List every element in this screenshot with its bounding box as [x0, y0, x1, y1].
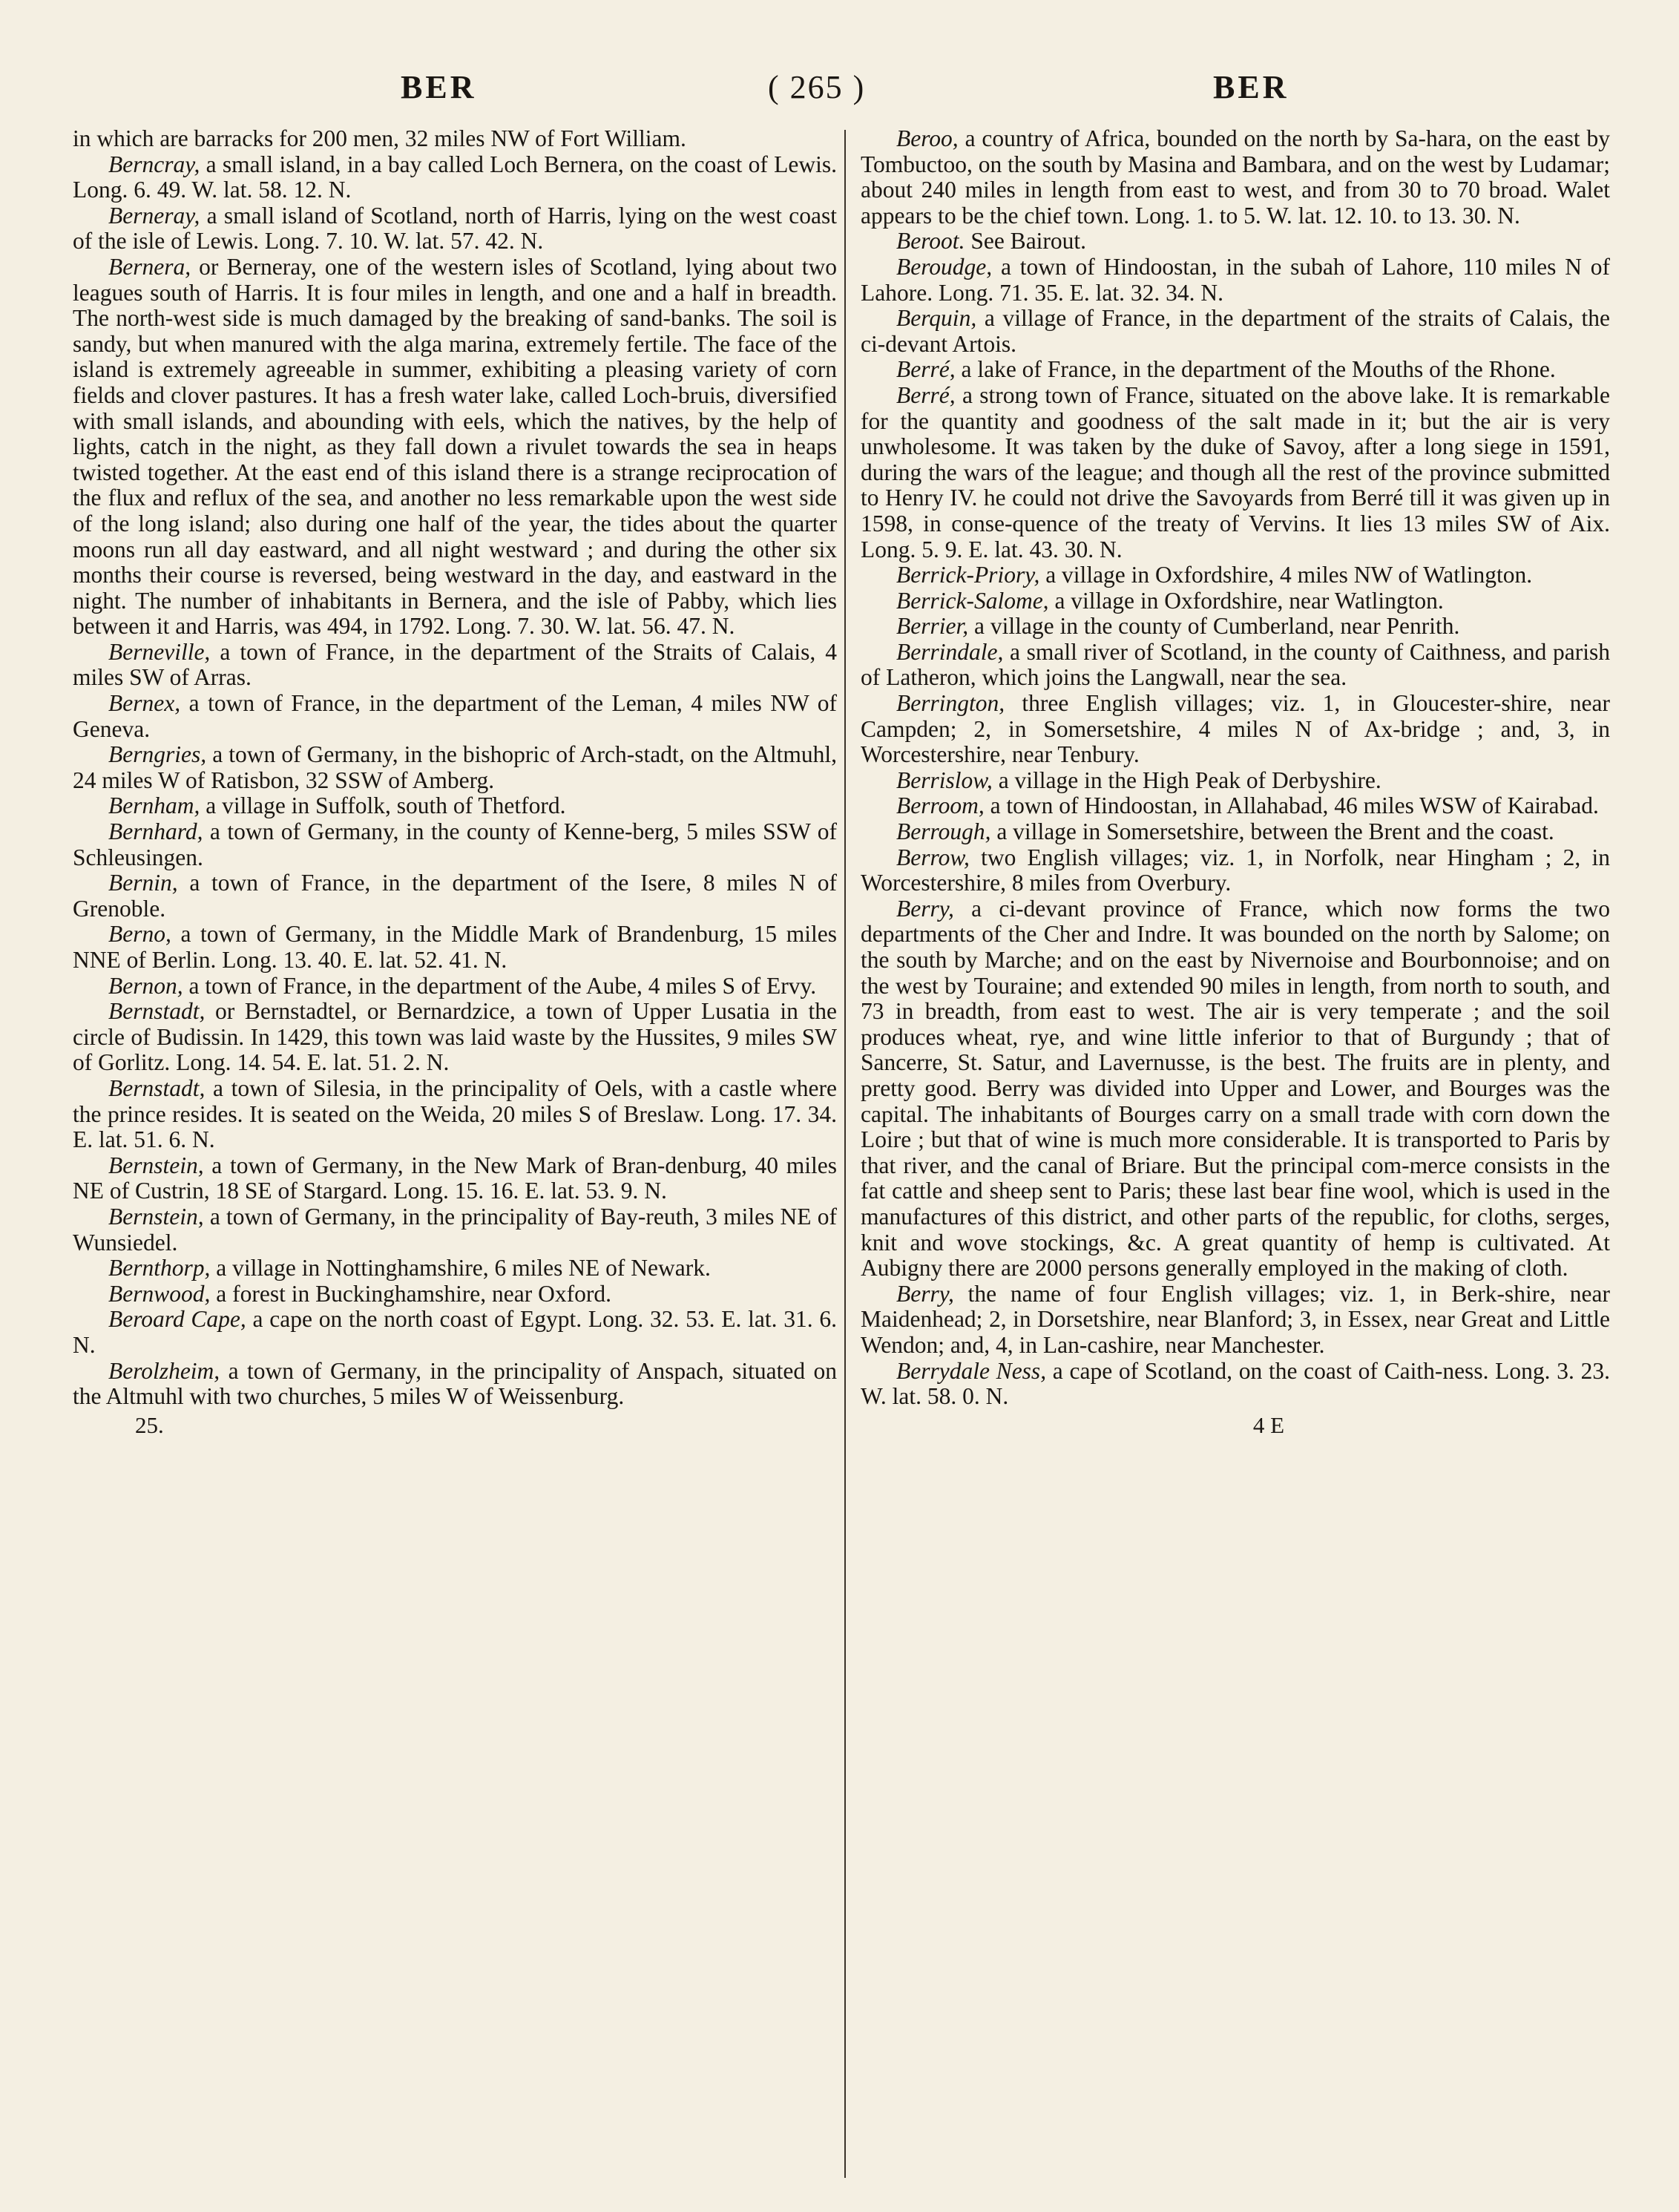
dictionary-entry [861, 588, 1610, 614]
entry-text: a small island of Scotland, north of Harris, lying on the west coast of the isle of Lewis. Long. 7. 10. W. lat. 57. 42. N. [73, 202, 837, 255]
dictionary-entry [73, 1076, 837, 1153]
entry-headword: Bernstadt, [108, 998, 206, 1025]
entry-text: a cape of Scotland, on the coast of Caith-ness. Long. 3. 23. W. lat. 58. 0. N. [861, 1357, 1610, 1410]
entry-headword: Bernwood, [108, 1280, 211, 1307]
entry-text: a town of France, in the department of the Straits of Calais, 4 miles SW of Arras. [73, 638, 837, 691]
entry-text: a cape on the north coast of Egypt. Long. 32. 53. E. lat. 31. 6. N. [73, 1306, 837, 1358]
dictionary-entry [861, 614, 1610, 640]
entry-text: a village in Oxfordshire, 4 miles NW of Watlington. [1039, 562, 1533, 588]
dictionary-entry [73, 999, 837, 1076]
dictionary-entry [73, 640, 837, 691]
entry-headword: Berré, [896, 356, 956, 383]
dictionary-entry [73, 203, 837, 255]
entry-headword: Bernstadt, [108, 1074, 206, 1101]
entry-headword: Berngries, [108, 741, 207, 768]
entry-headword: Berrier, [896, 613, 969, 640]
entry-text: a town of Hindoostan, in Allahabad, 46 miles WSW of Kairabad. [984, 792, 1599, 819]
entry-headword: Beroo, [896, 125, 959, 151]
entry-headword: Berquin, [896, 305, 977, 332]
entry-text: a forest in Buckinghamshire, near Oxford. [210, 1280, 611, 1307]
entry-text: a village in the High Peak of Derbyshire. [992, 767, 1381, 793]
entry-headword: Bernstein, [108, 1152, 204, 1178]
dictionary-entry [861, 691, 1610, 768]
entry-headword: Berry, [896, 895, 954, 922]
entry-headword: Bernon, [108, 972, 183, 999]
entry-headword: Berré, [896, 381, 956, 408]
entry-text: three English villages; viz. 1, in Gloucester-shire, near Campden; 2, in Somersetshire, 4 miles N of Ax-bridge ; and, 3, in Worcestershire, near Tenbury. [861, 690, 1610, 768]
entry-text: a town of Germany, in the county of Kenne-berg, 5 miles SSW of Schleusingen. [73, 818, 837, 870]
entry-headword: Berrindale, [896, 638, 1004, 665]
entry-headword: Bernstein, [108, 1203, 204, 1230]
entry-text: a town of Germany, in the Middle Mark of Brandenburg, 15 miles NNE of Berlin. Long. 13. 40. E. lat. 52. 41. N. [73, 921, 837, 973]
dictionary-entry [861, 357, 1610, 383]
dictionary-entry [73, 1153, 837, 1204]
dictionary-entry [861, 562, 1610, 588]
entry-text: a town of France, in the department of the Leman, 4 miles NW of Geneva. [73, 690, 837, 742]
left-column [73, 126, 837, 1438]
entry-headword: Beroard Cape, [108, 1306, 246, 1333]
signature-mark: 25. [135, 1411, 164, 1438]
entry-headword: Berrydale Ness, [896, 1357, 1047, 1384]
signature-mark: 4 E [1252, 1411, 1285, 1438]
entry-text: a town of Germany, in the New Mark of Bran-denburg, 40 miles NE of Custrin, 18 SE of Stargard. Long. 15. 16. E. lat. 53. 9. N. [73, 1152, 837, 1204]
dictionary-entry [73, 870, 837, 922]
dictionary-entry [73, 1281, 837, 1307]
entry-headword: Berneray, [108, 202, 200, 229]
running-head-right: BER [1213, 69, 1289, 105]
entry-headword: Berrington, [896, 690, 1005, 717]
entry-text: a strong town of France, situated on the above lake. It is remarkable for the quantity and goodness of the salt made in it; but the air is very unwholesome. It was taken by the duke of Savoy, after a long siege in 1591, during the wars of the league; and though all the rest of the province submitted to Henry IV. he could not drive the Savoyards from Berré till it was given up in 1598, in conse-quence of the treaty of Vervins. It lies 13 miles SW of Aix. Long. 5. 9. E. lat. 43. 30. N. [861, 381, 1610, 562]
entry-headword: Berncray, [108, 151, 200, 177]
dictionary-entry [73, 974, 837, 1000]
dictionary-entry [861, 126, 1610, 229]
dictionary-entry [73, 793, 837, 819]
entry-headword: Bernhard, [108, 818, 203, 845]
dictionary-entry [73, 1204, 837, 1256]
dictionary-entry [861, 819, 1610, 845]
column-divider [844, 130, 846, 2178]
dictionary-entry [73, 1359, 837, 1410]
entry-text: See Bairout. [965, 228, 1087, 255]
dictionary-entry [861, 306, 1610, 357]
dictionary-entry [861, 229, 1610, 255]
entry-text: a town of Germany, in the principality of Anspach, situated on the Altmuhl with two churches, 5 miles W of Weissenburg. [73, 1357, 837, 1410]
entry-text: a lake of France, in the department of the Mouths of the Rhone. [955, 356, 1556, 383]
entry-headword: Berolzheim, [108, 1357, 220, 1384]
entry-text: a small island, in a bay called Loch Bernera, on the coast of Lewis. Long. 6. 49. W. lat. 58. 12. N. [73, 151, 837, 203]
dictionary-entry [861, 1281, 1610, 1359]
entry-text: a village in Suffolk, south of Thetford. [200, 792, 566, 819]
running-head-left: BER [401, 69, 477, 105]
entry-headword: Berrick-Priory, [896, 562, 1040, 588]
entry-headword: Berrick-Salome, [896, 587, 1049, 614]
entry-text: a small river of Scotland, in the county of Caithness, and parish of Latheron, which joins the Langwall, near the sea. [861, 638, 1610, 691]
right-column [861, 126, 1610, 1438]
dictionary-entry [861, 1359, 1610, 1410]
entry-text: a village of France, in the department of the straits of Calais, the ci-devant Artois. [861, 305, 1610, 357]
entry-headword: Bernera, [108, 253, 191, 280]
dictionary-entry [861, 255, 1610, 306]
entry-headword: Berry, [896, 1280, 954, 1307]
dictionary-entry [861, 640, 1610, 691]
entry-text: a village in Oxfordshire, near Watlington. [1048, 587, 1444, 614]
dictionary-entry [73, 152, 837, 203]
dictionary-entry [861, 793, 1610, 819]
entry-headword: Bernin, [108, 870, 178, 896]
entry-text: a ci-devant province of France, which now forms the two departments of the Cher and Indre. It was bounded on the north by Salome; on the south by Marche; and on the east by Nivernoise and Bourbonnoise; and on the west by Touraine; and extended 90 miles in length, from north to south, and 73 in breadth, from east to west. The air is very temperate ; and the soil produces wheat, rye, and wine little inferior to that of Burgundy ; that of Sancerre, St. Satur, and Lavernusse, is the best. The fruits are in plenty, and pretty good. Berry was divided into Upper and Lower, and Bourges was the capital. The inhabitants of Bourges carry on a small trade with corn down the Loire ; but that of wine is much more considerable. It is transported to Paris by that river, and the canal of Briare. But the principal com-merce consists in the fat cattle and sheep sent to Paris; these last bear fine wool, which is used in the manufactures of this district, and other parts of the republic, for cloths, serges, knit and wove stockings, &c. A great quantity of hemp is cultivated. At Aubigny there are 2000 persons generally employed in the making of cloth. [861, 895, 1610, 1281]
dictionary-entry [73, 819, 837, 870]
entry-text: a village in Somersetshire, between the Brent and the coast. [990, 818, 1554, 845]
dictionary-entry [861, 383, 1610, 562]
entry-headword: Bernham, [108, 792, 200, 819]
entry-text: or Berneray, one of the western isles of Scotland, lying about two leagues south of Harris. It is four miles in length, and one and a half in breadth. The north-west side is much damaged by the breaking of sand-banks. The soil is sandy, but when manured with the alga marina, extremely fertile. The face of the island is extremely agreeable in summer, exhibiting a pleasing variety of corn fields and clover pastures. It has a fresh water lake, called Loch-bruis, diversified with small islands, and abounding with eels, which the natives, by the help of lights, catch in the night, as they fall down a rivulet towards the sea in heaps twisted together. At the east end of this island there is a strange reciprocation of the flux and reflux of the sea, and another no less remarkable upon the west side of the long island; also during one half of the year, the tides about the quarter moons run all day eastward, and all night westward ; and during the other six months their course is reversed, being westward in the day, and eastward in the night. The number of inhabitants in Bernera, and the isle of Pabby, which lies between it and Harris, was 494, in 1792. Long. 7. 30. W. lat. 56. 47. N. [73, 253, 837, 640]
entry-headword: Berrislow, [896, 767, 993, 793]
dictionary-entry [73, 255, 837, 640]
entry-headword: Bernthorp, [108, 1255, 211, 1281]
entry-text: the name of four English villages; viz. 1, in Berk-shire, near Maidenhead; 2, in Dorsetshire, near Blanford; 3, in Essex, near Great and Little Wendon; and, 4, in Lan-cashire, near Manchester. [861, 1280, 1610, 1358]
entry-headword: Beroot. [896, 228, 965, 255]
entry-text: a town of Hindoostan, in the subah of Lahore, 110 miles N of Lahore. Long. 71. 35. E. lat. 32. 34. N. [861, 253, 1610, 306]
entry-text: a village in the county of Cumberland, near Penrith. [968, 613, 1460, 640]
dictionary-entry [73, 922, 837, 973]
entry-text: a village in Nottinghamshire, 6 miles NE of Newark. [210, 1255, 711, 1281]
entry-text: a country of Africa, bounded on the north by Sa-hara, on the east by Tombuctoo, on the south by Masina and Bambara, and on the west by Ludamar; about 240 miles in length from east to west, and from 30 to 70 broad. Walet appears to be the chief town. Long. 1. to 5. W. lat. 12. 10. to 13. 30. N. [861, 125, 1610, 229]
entry-headword: Berrow, [896, 844, 970, 870]
dictionary-entry [861, 845, 1610, 896]
entry-text: a town of France, in the department of the Aube, 4 miles S of Ervy. [183, 972, 817, 999]
dictionary-entry [73, 1256, 837, 1281]
entry-headword: Beroudge, [896, 253, 993, 280]
entry-text: or Bernstadtel, or Bernardzice, a town of Upper Lusatia in the circle of Budissin. In 1429, this town was laid waste by the Hussites, 9 miles SW of Gorlitz. Long. 14. 54. E. lat. 51. 2. N. [73, 998, 837, 1076]
dictionary-entry [861, 896, 1610, 1281]
entry-text: a town of France, in the department of the Isere, 8 miles N of Grenoble. [73, 870, 837, 922]
entry-headword: Berno, [108, 921, 171, 948]
dictionary-entry [73, 1307, 837, 1358]
continuation-text: in which are barracks for 200 men, 32 miles NW of Fort William. [73, 125, 686, 151]
entry-headword: Berneville, [108, 638, 211, 665]
page-number: ( 265 ) [768, 69, 866, 105]
dictionary-entry [861, 768, 1610, 794]
dictionary-entry [73, 742, 837, 793]
entry-headword: Berroom, [896, 792, 985, 819]
page-header [0, 68, 1679, 120]
entry-headword: Berrough, [896, 818, 991, 845]
entry-text: a town of Germany, in the bishopric of Arch-stadt, on the Altmuhl, 24 miles W of Ratisbon, 32 SSW of Amberg. [73, 741, 837, 793]
entry-text: two English villages; viz. 1, in Norfolk, near Hingham ; 2, in Worcestershire, 8 miles from Overbury. [861, 844, 1610, 896]
entry-headword: Bernex, [108, 690, 181, 717]
dictionary-entry [73, 691, 837, 742]
entry-text: a town of Silesia, in the principality of Oels, with a castle where the prince resides. It is seated on the Weida, 20 miles S of Breslaw. Long. 17. 34. E. lat. 51. 6. N. [73, 1074, 837, 1153]
entry-text: a town of Germany, in the principality of Bay-reuth, 3 miles NE of Wunsiedel. [73, 1203, 837, 1256]
